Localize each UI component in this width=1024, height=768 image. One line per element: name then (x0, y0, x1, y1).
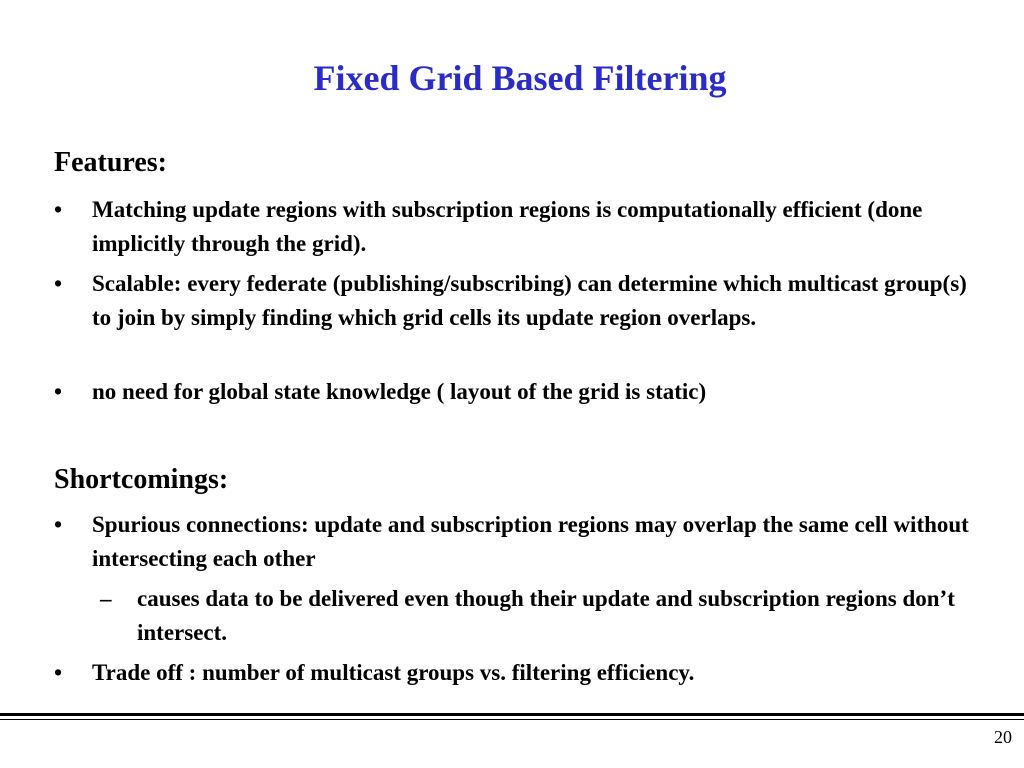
bullet-mark: • (54, 379, 63, 404)
page-number: 20 (994, 727, 1012, 747)
bullet-text: Scalable: every federate (publishing/subscribing) can determine which multicast group(s) to join by simply finding which grid cells its update region overlaps. (92, 271, 967, 330)
features-bullet-item (54, 375, 974, 409)
shortcomings-sub-bullet-item (100, 582, 960, 650)
sub-bullet-text: causes data to be delivered even though their update and subscription regions don’t intersect. (137, 586, 955, 645)
bullet-text: Trade off : number of multicast groups vs. filtering efficiency. (92, 660, 695, 685)
bullet-text: no need for global state knowledge ( layout of the grid is static) (92, 379, 707, 404)
features-bullet-item (54, 193, 974, 261)
bullet-mark: • (54, 271, 63, 296)
bullet-text: Matching update regions with subscription regions is computationally efficient (done implicitly through the grid). (92, 197, 923, 256)
shortcomings-bullet-item (54, 656, 974, 690)
shortcomings-bullet-item (54, 508, 974, 576)
footer-rule-thin (0, 719, 1024, 720)
footer-rule-thick (0, 713, 1024, 716)
features-bullet-item (54, 267, 974, 335)
shortcomings-heading: Shortcomings: (54, 464, 229, 495)
bullet-text: Spurious connections: update and subscription regions may overlap the same cell without intersecting each other (92, 512, 969, 571)
bullet-mark: • (54, 660, 63, 685)
dash-mark: – (100, 586, 112, 611)
slide-title: Fixed Grid Based Filtering (313, 58, 727, 98)
features-heading: Features: (54, 147, 167, 178)
bullet-mark: • (54, 197, 63, 222)
bullet-mark: • (54, 512, 63, 537)
